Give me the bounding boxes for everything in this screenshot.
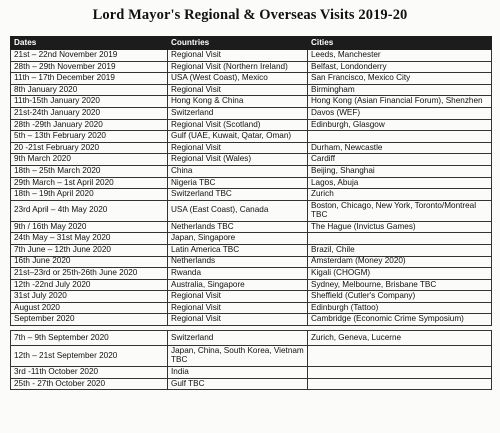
cell-dates: 28th – 29th November 2019 [11,61,168,73]
cell-countries: Regional Visit [168,302,308,314]
table-row [11,96,492,108]
cell-countries: Regional Visit (Northern Ireland) [168,61,308,73]
cell-dates: 31st July 2020 [11,291,168,303]
cell-cities: Cambridge (Economic Crime Symposium) [308,314,492,326]
cell-dates: 11th – 17th December 2019 [11,73,168,85]
cell-cities: Leeds, Manchester [308,50,492,62]
cell-dates: 18th – 25th March 2020 [11,165,168,177]
cell-countries: Australia, Singapore [168,279,308,291]
cell-cities: Davos (WEF) [308,107,492,119]
cell-dates: 5th – 13th February 2020 [11,131,168,143]
cell-countries: Rwanda [168,268,308,280]
cell-cities: San Francisco, Mexico City [308,73,492,85]
visits-table [10,36,492,390]
cell-dates: 21st–23rd or 25th-26th June 2020 [11,268,168,280]
cell-countries: Nigeria TBC [168,177,308,189]
table-row [11,291,492,303]
cell-countries: Regional Visit [168,142,308,154]
cell-cities: The Hague (Invictus Games) [308,221,492,233]
cell-countries: Netherlands TBC [168,221,308,233]
cell-dates: 3rd -11th October 2020 [11,367,168,379]
cell-countries: Hong Kong & China [168,96,308,108]
table-row [11,189,492,201]
table-header-row [11,37,492,50]
cell-cities: Hong Kong (Asian Financial Forum), Shenzhen [308,96,492,108]
table-row [11,378,492,390]
cell-countries: Regional Visit [168,50,308,62]
cell-cities [308,378,492,390]
table-row [11,61,492,73]
cell-countries: Switzerland TBC [168,189,308,201]
cell-countries: Switzerland [168,107,308,119]
cell-cities: Belfast, Londonderry [308,61,492,73]
cell-dates: August 2020 [11,302,168,314]
table-row [11,131,492,143]
table-row [11,268,492,280]
table-row [11,154,492,166]
cell-cities: Kigali (CHOGM) [308,268,492,280]
table-row [11,279,492,291]
table-row [11,302,492,314]
cell-cities: Brazil, Chile [308,244,492,256]
table-row [11,331,492,346]
cell-dates: 12th -22nd July 2020 [11,279,168,291]
table-row [11,200,492,221]
cell-dates: 25th - 27th October 2020 [11,378,168,390]
cell-countries: China [168,165,308,177]
cell-dates: 9th / 16th May 2020 [11,221,168,233]
cell-countries: Gulf (UAE, Kuwait, Qatar, Oman) [168,131,308,143]
table-row [11,84,492,96]
cell-cities: Cardiff [308,154,492,166]
cell-dates: 24th May – 31st May 2020 [11,233,168,245]
cell-countries: Gulf TBC [168,378,308,390]
table-row [11,50,492,62]
cell-cities: Beijing, Shanghai [308,165,492,177]
header-dates: Dates [11,37,168,50]
cell-cities: Sheffield (Cutler's Company) [308,291,492,303]
cell-dates: 8th January 2020 [11,84,168,96]
table-row [11,367,492,379]
cell-cities: Edinburgh (Tattoo) [308,302,492,314]
table-row [11,107,492,119]
cell-dates: 28th -29th January 2020 [11,119,168,131]
cell-cities: Amsterdam (Money 2020) [308,256,492,268]
cell-dates: 18th – 19th April 2020 [11,189,168,201]
cell-cities: Sydney, Melbourne, Brisbane TBC [308,279,492,291]
document-title: Lord Mayor's Regional & Overseas Visits 2019-20 [92,7,408,23]
cell-dates: 21st-24th January 2020 [11,107,168,119]
cell-dates: 23rd April – 4th May 2020 [11,200,168,221]
table-row [11,314,492,326]
cell-dates: 21st – 22nd November 2019 [11,50,168,62]
cell-dates: 16th June 2020 [11,256,168,268]
cell-dates: 20 -21st February 2020 [11,142,168,154]
header-countries: Countries [168,37,308,50]
table-row [11,142,492,154]
table-row [11,119,492,131]
cell-dates: 12th – 21st September 2020 [11,346,168,367]
table-row [11,244,492,256]
cell-countries: Latin America TBC [168,244,308,256]
cell-dates: 7th June – 12th June 2020 [11,244,168,256]
cell-cities [308,367,492,379]
table-row [11,346,492,367]
cell-cities: Zurich, Geneva, Lucerne [308,331,492,346]
cell-cities [308,346,492,367]
table-row [11,221,492,233]
table-row [11,256,492,268]
cell-countries: Japan, Singapore [168,233,308,245]
cell-cities: Lagos, Abuja [308,177,492,189]
cell-cities: Birmingham [308,84,492,96]
table-row [11,233,492,245]
cell-dates: 9th March 2020 [11,154,168,166]
cell-countries: Switzerland [168,331,308,346]
cell-countries: Regional Visit [168,314,308,326]
cell-dates: 7th – 9th September 2020 [11,331,168,346]
cell-cities: Zurich [308,189,492,201]
cell-countries: Regional Visit [168,84,308,96]
cell-cities [308,233,492,245]
cell-countries: USA (East Coast), Canada [168,200,308,221]
table-row [11,177,492,189]
cell-countries: USA (West Coast), Mexico [168,73,308,85]
cell-cities [308,131,492,143]
cell-dates: 29th March – 1st April 2020 [11,177,168,189]
table-row [11,73,492,85]
header-cities: Cities [308,37,492,50]
cell-cities: Durham, Newcastle [308,142,492,154]
table-body [11,50,492,390]
cell-dates: September 2020 [11,314,168,326]
table-row [11,165,492,177]
cell-cities: Boston, Chicago, New York, Toronto/Montreal TBC [308,200,492,221]
cell-dates: 11th-15th January 2020 [11,96,168,108]
cell-countries: Regional Visit (Wales) [168,154,308,166]
cell-countries: Netherlands [168,256,308,268]
cell-countries: Regional Visit [168,291,308,303]
cell-countries: Regional Visit (Scotland) [168,119,308,131]
cell-cities: Edinburgh, Glasgow [308,119,492,131]
cell-countries: Japan, China, South Korea, Vietnam TBC [168,346,308,367]
cell-countries: India [168,367,308,379]
